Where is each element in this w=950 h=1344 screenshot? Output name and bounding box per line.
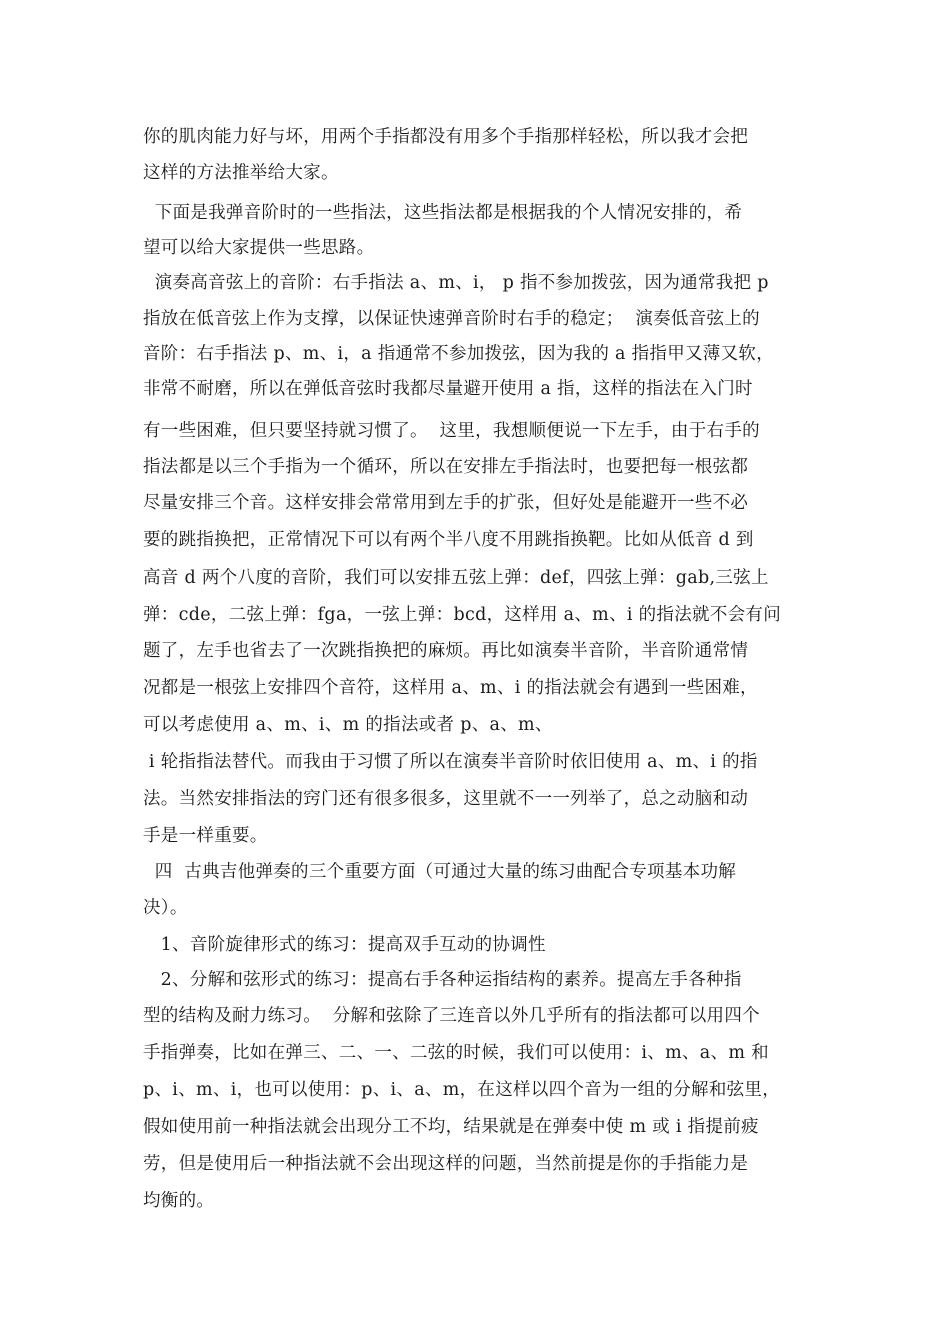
text-line: p、i、m、i，也可以使用：p、i、a、m，在这样以四个音为一组的分解和弦里， (143, 1080, 781, 1100)
text-line: 劳，但是使用后一种指法就不会出现这样的问题，当然前提是你的手指能力是 (143, 1154, 749, 1174)
text-line: 1、音阶旋律形式的练习：提高双手互动的协调性 (143, 935, 546, 955)
text-line: 法。当然安排指法的窍门还有很多很多，这里就不一一列举了，总之动脑和动 (143, 789, 749, 809)
text-line: 有一些困难，但只要坚持就习惯了。 这里，我想顺便说一下左手，由于右手的 (143, 421, 760, 441)
text-line: 弹：cde，二弦上弹：fga，一弦上弹：bcd，这样用 a、m、i 的指法就不会有问 (143, 605, 782, 625)
text-line: 音阶：右手指法 p、m、i，a 指通常不参加拨弦，因为我的 a 指指甲又薄又软， (143, 344, 775, 364)
text-line: 指放在低音弦上作为支撑，以保证快速弹音阶时右手的稳定； 演奏低音弦上的 (143, 309, 760, 329)
text-line: 演奏高音弦上的音阶：右手指法 a、m、i， p 指不参加拨弦，因为通常我把 p (143, 273, 769, 293)
text-line: 非常不耐磨，所以在弹低音弦时我都尽量避开使用 a 指，这样的指法在入门时 (143, 379, 753, 399)
text-line: 指法都是以三个手指为一个循环，所以在安排左手指法时，也要把每一根弦都 (143, 457, 749, 477)
text-line: 况都是一根弦上安排四个音符，这样用 a、m、i 的指法就会有遇到一些困难， (143, 678, 758, 698)
text-line: 高音 d 两个八度的音阶，我们可以安排五弦上弹：def，四弦上弹：gab,三弦上 (143, 568, 769, 588)
text-line: 可以考虑使用 a、m、i、m 的指法或者 p、a、m、 (143, 715, 553, 735)
text-line: 均衡的。 (143, 1191, 215, 1211)
text-line: 决）。 (143, 898, 188, 918)
text-line: 手指弹奏，比如在弹三、二、一、二弦的时候，我们可以使用：i、m、a、m 和 (143, 1043, 769, 1063)
text-line: 尽量安排三个音。这样安排会常常用到左手的扩张，但好处是能避开一些不必 (143, 493, 749, 513)
text-line: 你的肌肉能力好与坏，用两个手指都没有用多个手指那样轻松，所以我才会把 (143, 127, 749, 147)
text-line: i 轮指指法替代。而我由于习惯了所以在演奏半音阶时依旧使用 a、m、i 的指 (143, 752, 758, 772)
text-line: 四 古典吉他弹奏的三个重要方面（可通过大量的练习曲配合专项基本功解 (143, 862, 737, 882)
text-line: 这样的方法推举给大家。 (143, 163, 339, 183)
text-line: 2、分解和弦形式的练习：提高右手各种运指结构的素养。提高左手各种指 (143, 970, 742, 990)
text-line: 手是一样重要。 (143, 826, 268, 846)
text-line: 望可以给大家提供一些思路。 (143, 238, 375, 258)
text-line: 题了，左手也省去了一次跳指换把的麻烦。再比如演奏半音阶，半音阶通常情 (143, 641, 749, 661)
text-line: 假如使用前一种指法就会出现分工不均，结果就是在弹奏中使 m 或 i 指提前疲 (143, 1117, 759, 1137)
text-line: 要的跳指换把，正常情况下可以有两个半八度不用跳指换靶。比如从低音 d 到 (143, 530, 754, 550)
text-line: 下面是我弹音阶时的一些指法，这些指法都是根据我的个人情况安排的，希 (143, 203, 743, 223)
text-line: 型的结构及耐力练习。 分解和弦除了三连音以外几乎所有的指法都可以用四个 (143, 1006, 760, 1026)
